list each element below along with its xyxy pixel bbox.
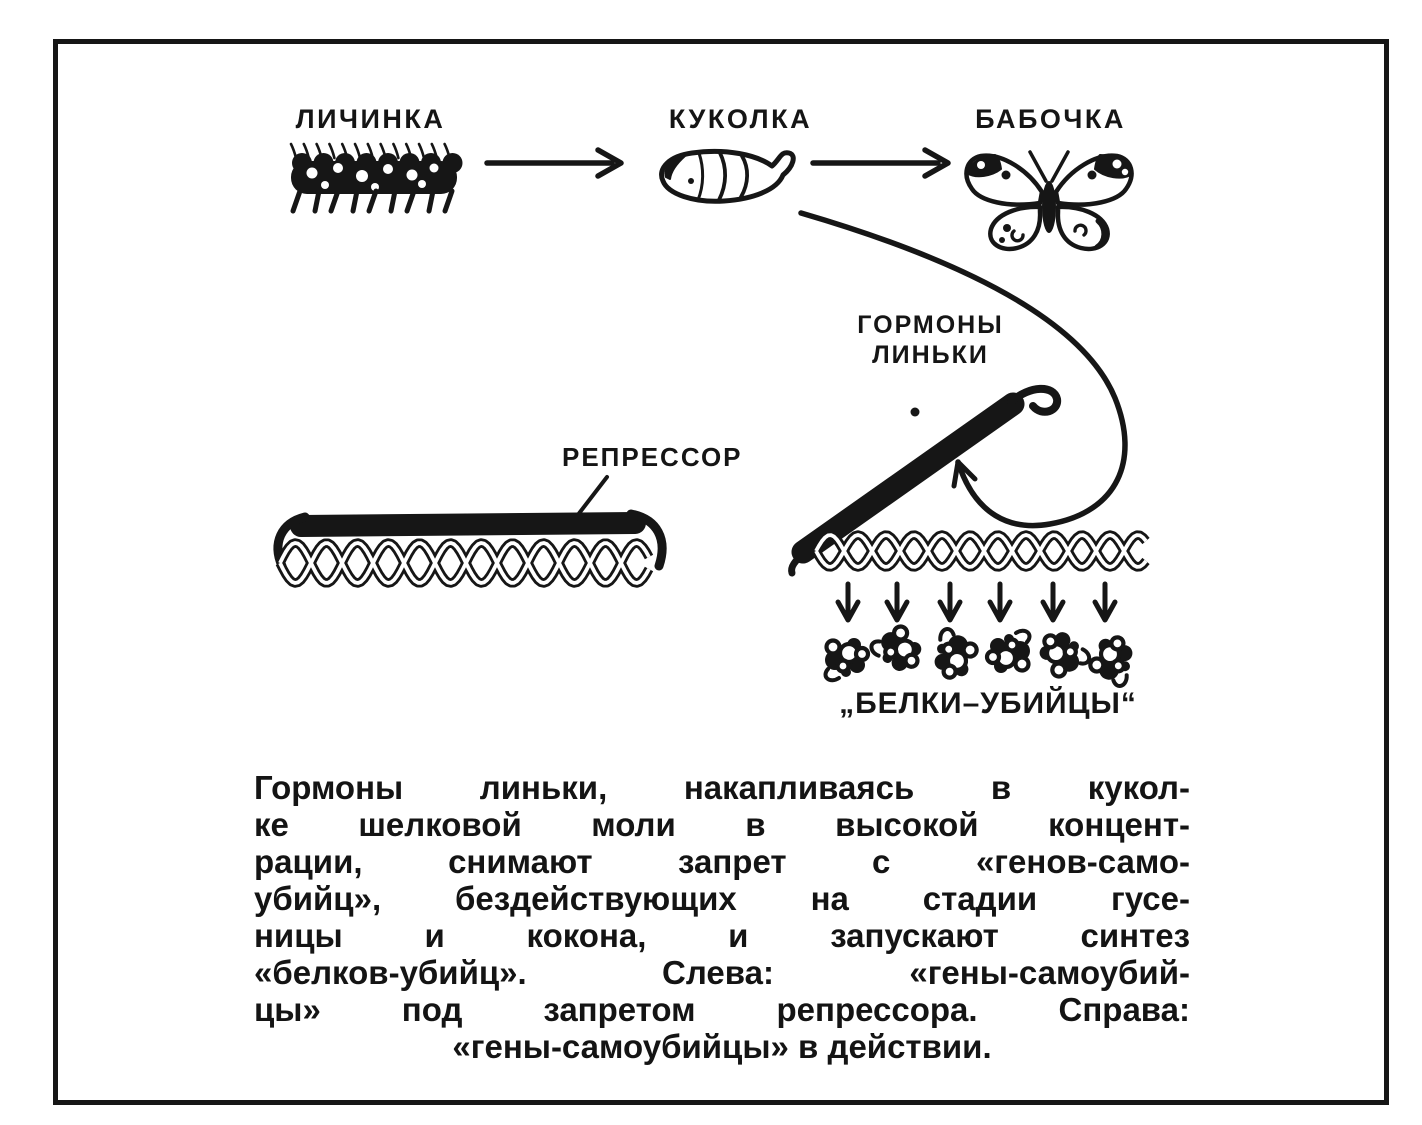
dna-helix-left bbox=[280, 543, 649, 583]
dna-helix-right bbox=[816, 535, 1146, 567]
caption-line: рации, снимают запрет с «генов-само- bbox=[254, 843, 1190, 880]
molting-hormones-label-line2: ЛИНЬКИ bbox=[872, 341, 989, 369]
figure-caption bbox=[254, 769, 1190, 1065]
killer-proteins-label: „БЕЛКИ–УБИЙЦЫ“ bbox=[839, 687, 1137, 720]
stage-label-larva: ЛИЧИНКА bbox=[295, 104, 446, 134]
caption-line: Гормоны линьки, накапливаясь в кукол- bbox=[254, 769, 1190, 806]
stage-arrow-larva-to-pupa bbox=[487, 150, 621, 176]
caption-line: ницы и кокона, и запускают синтез bbox=[254, 917, 1190, 954]
hormone-dot bbox=[911, 408, 920, 417]
stage-label-butterfly: БАБОЧКА bbox=[975, 104, 1126, 134]
repressor-pointer-line bbox=[577, 477, 607, 516]
caption-line: «гены-самоубийцы» в действии. bbox=[452, 1028, 992, 1065]
molting-hormones-label-line1: ГОРМОНЫ bbox=[857, 311, 1004, 339]
caption-line: «белков-убийц». Слева: «гены-самоубий- bbox=[254, 954, 1190, 991]
gene-activity-arrows bbox=[838, 584, 1115, 620]
caption-line: убийц», бездействующих на стадии гусе- bbox=[254, 880, 1190, 917]
stage-label-pupa: КУКОЛКА bbox=[668, 104, 813, 134]
killer-protein-blobs bbox=[825, 621, 1143, 688]
caption-line: ке шелковой моли в высокой концент- bbox=[254, 806, 1190, 843]
butterfly-illustration bbox=[966, 152, 1132, 249]
caption-line: цы» под запретом репрессора. Справа: bbox=[254, 991, 1190, 1028]
repressor-label: РЕПРЕССОР bbox=[562, 442, 743, 472]
pupa-illustration bbox=[662, 151, 794, 201]
molting-hormones-label bbox=[833, 310, 1028, 370]
caterpillar-illustration bbox=[291, 144, 463, 211]
stage-arrow-pupa-to-butterfly bbox=[813, 150, 948, 176]
